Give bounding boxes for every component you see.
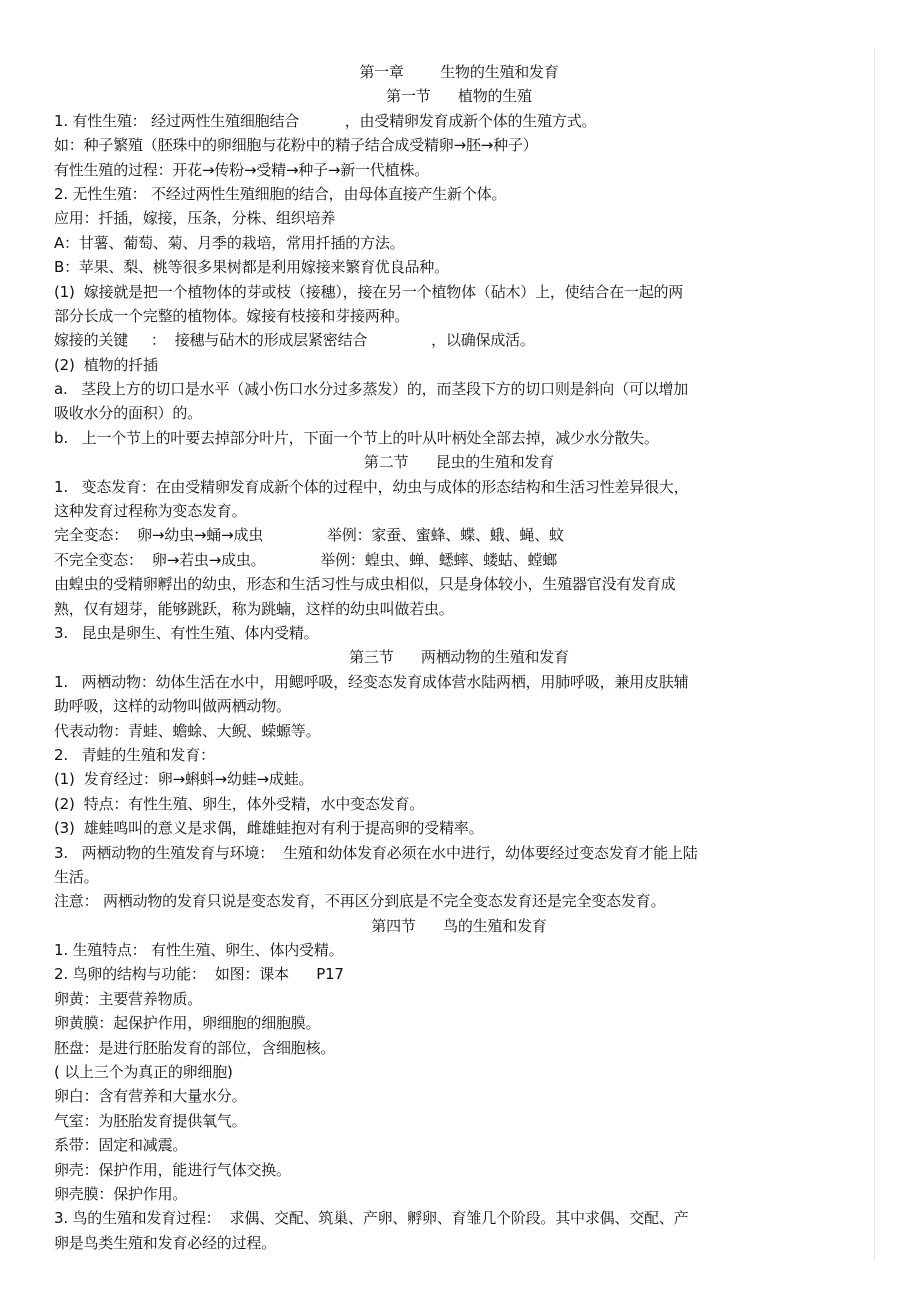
paragraph-line: A：甘薯、葡萄、菊、月季的栽培，常用扦插的方法。 <box>54 233 405 252</box>
section-title-2: 第二节 昆虫的生殖和发育 <box>363 453 555 472</box>
paragraph-line: 代表动物：青蛙、蟾蜍、大鲵、蝾螈等。 <box>54 721 321 740</box>
paragraph-line: 应用：扦插，嫁接，压条，分株、组织培养 <box>54 209 336 228</box>
paragraph-line: 卵黄：主要营养物质。 <box>54 989 203 1008</box>
chapter-title: 第一章 生物的生殖和发育 <box>359 63 559 81</box>
paragraph-line: 部分长成一个完整的植物体。嫁接有枝接和芽接两种。 <box>54 306 410 325</box>
paragraph-line: (1) 发育经过：卵→蝌蚪→幼蛙→成蛙。 <box>54 770 314 789</box>
paragraph-line: 这种发育过程称为变态发育。 <box>54 502 247 521</box>
paragraph-line: ( 以上三个为真正的卵细胞) <box>54 1063 233 1082</box>
paragraph-line: (2) 植物的扦插 <box>54 355 158 374</box>
section-title-1: 第一节 植物的生殖 <box>386 87 532 106</box>
paragraph-line: B：苹果、梨、桃等很多果树都是利用嫁接来繁育优良品种。 <box>54 258 449 277</box>
paragraph-line: 吸收水分的面积）的。 <box>54 404 203 423</box>
paragraph-line: 不完全变态： 卵→若虫→成虫。 举例：蝗虫、蝉、蟋蟀、蝼蛄、螳螂 <box>54 550 558 569</box>
section-title-4: 第四节 鸟的生殖和发育 <box>371 916 547 935</box>
paragraph-line: 由蝗虫的受精卵孵出的幼虫，形态和生活习性与成虫相似，只是身体较小，生殖器官没有发育成 <box>54 575 676 594</box>
paragraph-line: 卵壳膜：保护作用。 <box>54 1184 188 1203</box>
paragraph-line: 卵是鸟类生殖和发育必经的过程。 <box>54 1233 277 1252</box>
paragraph-line: 1. 变态发育：在由受精卵发育成新个体的过程中，幼虫与成体的形态结构和生活习性差异很大， <box>54 477 689 496</box>
section-title-3: 第三节 两栖动物的生殖和发育 <box>349 648 569 667</box>
paragraph-line: 有性生殖的过程：开花→传粉→受精→种子→新一代植株。 <box>54 160 430 179</box>
paragraph-line: 2. 无性生殖： 不经过两性生殖细胞的结合，由母体直接产生新个体。 <box>54 184 507 203</box>
paragraph-line: 助呼吸，这样的动物叫做两栖动物。 <box>54 697 291 716</box>
paragraph-line: 卵黄膜：起保护作用，卵细胞的细胞膜。 <box>54 1014 321 1033</box>
paragraph-line: 如：种子繁殖（胚珠中的卵细胞与花粉中的精子结合成受精卵→胚→种子） <box>54 136 538 155</box>
paragraph-line: 1. 生殖特点： 有性生殖、卵生、体内受精。 <box>54 941 344 960</box>
page-edge-line <box>874 48 875 1260</box>
paragraph-line: 完全变态： 卵→幼虫→蛹→成虫 举例：家蚕、蜜蜂、蝶、蛾、蝇、蚊 <box>54 526 564 545</box>
paragraph-line: 胚盘：是进行胚胎发育的部位，含细胞核。 <box>54 1038 336 1057</box>
paragraph-line: 3. 昆虫是卵生、有性生殖、体内受精。 <box>54 623 319 642</box>
paragraph-line: 生活。 <box>54 867 99 886</box>
paragraph-line: 1. 有性生殖： 经过两性生殖细胞结合 ，由受精卵发育成新个体的生殖方式。 <box>54 111 597 130</box>
paragraph-line: 系带：固定和减震。 <box>54 1136 188 1155</box>
paragraph-line: 注意： 两栖动物的发育只说是变态发育，不再区分到底是不完全变态发育还是完全变态发育。 <box>54 892 666 911</box>
paragraph-line: 2. 鸟卵的结构与功能： 如图：课本 P17 <box>54 965 344 984</box>
document-page <box>54 60 834 1255</box>
paragraph-line: (1) 嫁接就是把一个植物体的芽或枝（接穗），接在另一个植物体（砧木）上，使结合在一起的两 <box>54 282 684 301</box>
paragraph-line: a. 茎段上方的切口是水平（减小伤口水分过多蒸发）的，而茎段下方的切口则是斜向（可以增加 <box>54 380 689 399</box>
paragraph-line: 气室：为胚胎发育提供氧气。 <box>54 1111 247 1130</box>
paragraph-line: (3) 雄蛙鸣叫的意义是求偶，雌雄蛙抱对有利于提高卵的受精率。 <box>54 819 484 838</box>
paragraph-line: 熟，仅有翅芽，能够跳跃，称为跳蝻，这样的幼虫叫做若虫。 <box>54 599 454 618</box>
paragraph-line: 3. 鸟的生殖和发育过程： 求偶、交配、筑巢、产卵、孵卵、育雏几个阶段。其中求偶、交配、产 <box>54 1209 689 1228</box>
paragraph-line: 2. 青蛙的生殖和发育： <box>54 745 215 764</box>
paragraph-line: b. 上一个节上的叶要去掉部分叶片，下面一个节上的叶从叶柄处全部去掉，减少水分散失。 <box>54 428 659 447</box>
paragraph-line: 1. 两栖动物：幼体生活在水中，用鳃呼吸，经变态发育成体营水陆两栖，用肺呼吸，兼用皮肤辅 <box>54 672 689 691</box>
paragraph-line: 3. 两栖动物的生殖发育与环境： 生殖和幼体发育必须在水中进行，幼体要经过变态发育才能上陆 <box>54 843 698 862</box>
paragraph-line: 嫁接的关键 ： 接穗与砧木的形成层紧密结合 ，以确保成活。 <box>54 331 535 350</box>
paragraph-line: 卵壳：保护作用，能进行气体交换。 <box>54 1160 291 1179</box>
paragraph-line: 卵白：含有营养和大量水分。 <box>54 1087 247 1106</box>
paragraph-line: (2) 特点：有性生殖、卵生，体外受精，水中变态发育。 <box>54 794 425 813</box>
